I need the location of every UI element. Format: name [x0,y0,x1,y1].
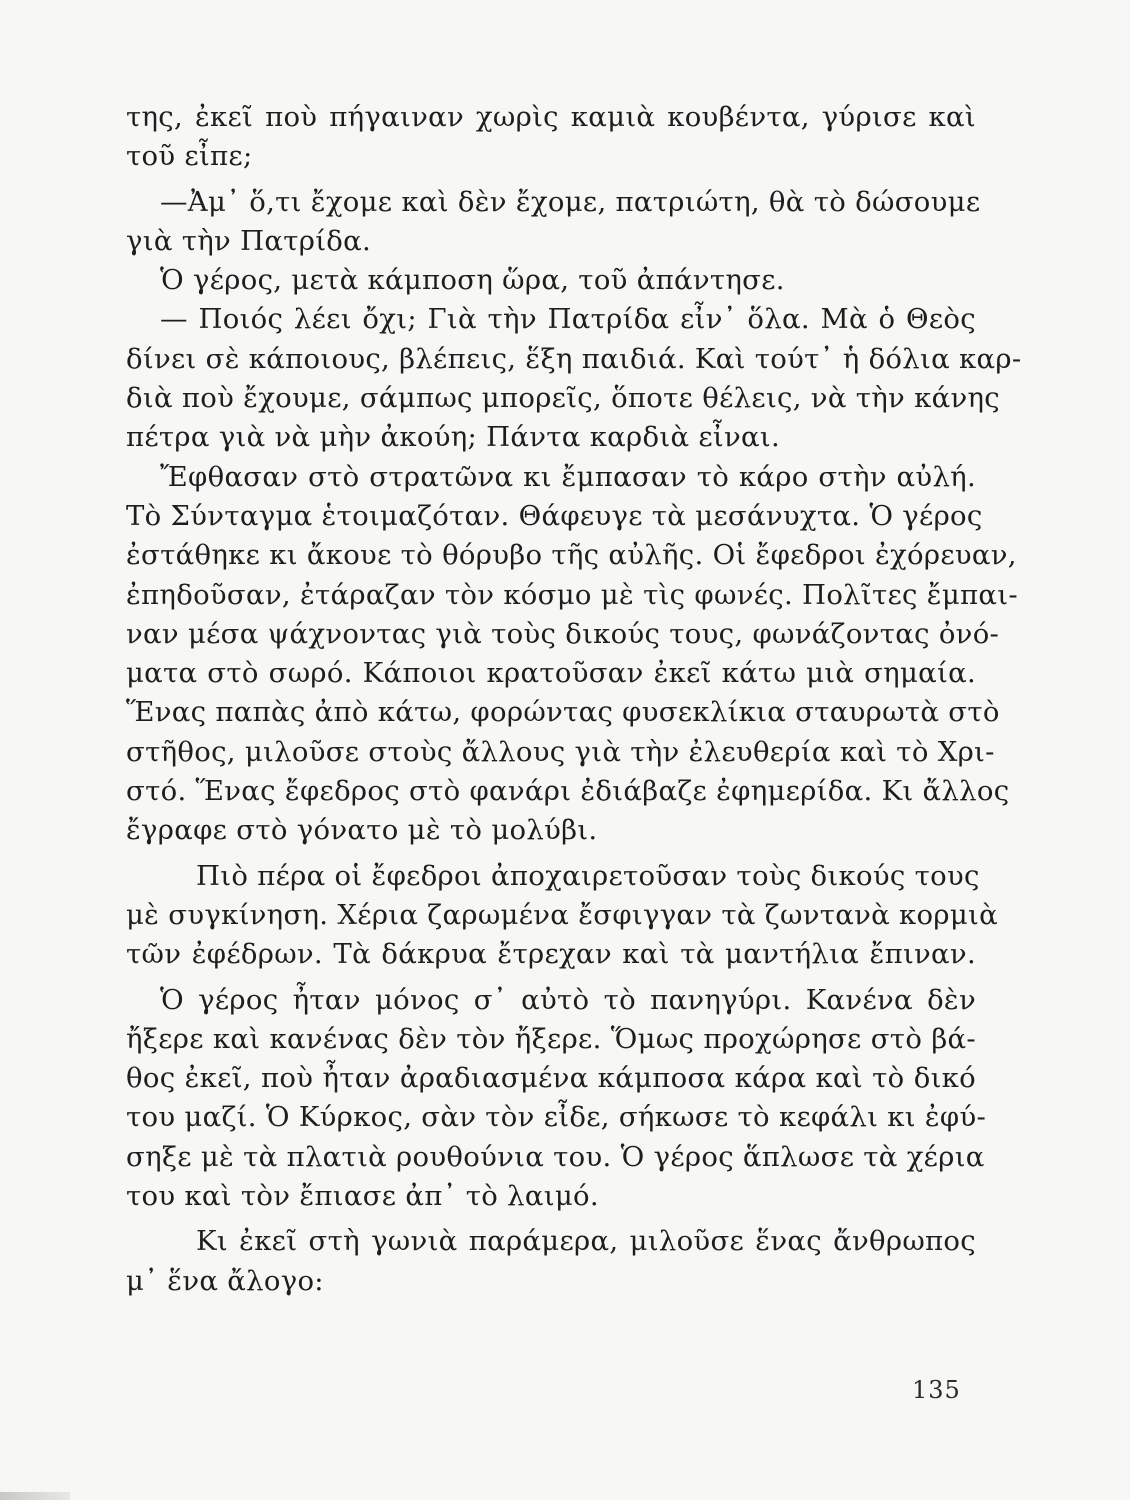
text-line: ἐπηδοῦσαν, ἐτάραζαν τὸν κόσμο μὲ τὶς φωνές. Πολῖτες ἔμπαι- [126,578,1018,611]
body-text [126,98,1022,1301]
text-line: ἤξερε καὶ κανένας δὲν τὸν ἤξερε. Ὅμως προχώρησε στὸ βά- [126,1022,976,1055]
page-number: 135 [912,1376,961,1404]
text-line: ματα στὸ σωρό. Κάποιοι κρατοῦσαν ἐκεῖ κάτω μιὰ σημαία. [126,657,976,690]
text-line: τοῦ εἶπε; [126,140,253,173]
text-line: του καὶ τὸν ἔπιασε ἀπ᾽ τὸ λαιμό. [126,1180,599,1213]
text-line: διὰ ποὺ ἔχουμε, σάμπως μπορεῖς, ὅποτε θέλεις, νὰ τὴν κάνης [126,382,1000,415]
text-line: Ἕνας παπὰς ἀπὸ κάτω, φορώντας φυσεκλίκια σταυρωτὰ στὸ [126,696,1000,729]
text-line: της, ἐκεῖ ποὺ πήγαιναν χωρὶς καμιὰ κουβέντα, γύρισε καὶ [126,101,976,133]
text-line: πέτρα γιὰ νὰ μὴν ἀκούη; Πάντα καρδιὰ εἶναι. [126,421,781,454]
text-line: σηξε μὲ τὰ πλατιὰ ρουθούνια του. Ὁ γέρος ἅπλωσε τὰ χέρια [126,1140,985,1173]
text-line: — Ποιός λέει ὄχι; Γιὰ τὴν Πατρίδα εἶν᾽ ὅλα. Μὰ ὁ Θεὸς [160,303,976,336]
text-line: —Ἀμ᾽ ὅ,τι ἔχομε καὶ δὲν ἔχομε, πατριώτη, θὰ τὸ δώσουμε [160,185,981,218]
text-line: ναν μέσα ψάχνοντας γιὰ τοὺς δικούς τους, φωνάζοντας ὀνό- [126,617,1000,650]
text-line: ἔγραφε στὸ γόνατο μὲ τὸ μολύβι. [126,814,598,847]
text-line: τῶν ἐφέδρων. Τὰ δάκρυα ἔτρεχαν καὶ τὰ μαντήλια ἔπιναν. [126,938,976,971]
text-line: στό. Ἕνας ἔφεδρος στὸ φανάρι ἐδιάβαζε ἐφημερίδα. Κι ἄλλος [126,775,1010,808]
text-line: Τὸ Σύνταγμα ἑτοιμαζόταν. Θάφευγε τὰ μεσάνυχτα. Ὁ γέρος [126,499,983,532]
text-line: μ᾽ ἕνα ἄλογο: [126,1264,324,1297]
text-line: Πιὸ πέρα οἱ ἔφεδροι ἀποχαιρετοῦσαν τοὺς δικούς τους [196,859,980,892]
text-line: γιὰ τὴν Πατρίδα. [126,224,372,257]
text-line: Ὁ γέρος, μετὰ κάμποση ὥρα, τοῦ ἀπάντησε. [160,264,785,297]
text-line: Ἔφθασαν στὸ στρατῶνα κι ἔμπασαν τὸ κάρο στὴν αὐλή. [160,460,976,493]
text-line: δίνει σὲ κάποιους, βλέπεις, ἕξη παιδιά. Καὶ τούτ᾽ ἡ δόλια καρ- [126,342,1022,375]
text-line: μὲ συγκίνηση. Χέρια ζαρωμένα ἔσφιγγαν τὰ ζωντανὰ κορμιὰ [126,898,998,931]
scan-edge-mark [0,1492,70,1500]
text-line: στῆθος, μιλοῦσε στοὺς ἄλλους γιὰ τὴν ἐλευθερία καὶ τὸ Χρι- [126,735,995,768]
text-line: Ὁ γέρος ἦταν μόνος σ᾽ αὐτὸ τὸ πανηγύρι. Κανένα δὲν [160,983,976,1016]
text-line: Κι ἐκεῖ στὴ γωνιὰ παράμερα, μιλοῦσε ἕνας ἄνθρωπος [196,1225,976,1258]
text-line: του μαζί. Ὁ Κύρκος, σὰν τὸν εἶδε, σήκωσε τὸ κεφάλι κι ἐφύ- [126,1101,987,1134]
text-line: θος ἐκεῖ, ποὺ ἦταν ἀραδιασμένα κάμποσα κάρα καὶ τὸ δικό [126,1062,976,1095]
text-line: ἐστάθηκε κι ἄκουε τὸ θόρυβο τῆς αὐλῆς. Οἱ ἔφεδροι ἐχόρευαν, [126,539,1017,572]
